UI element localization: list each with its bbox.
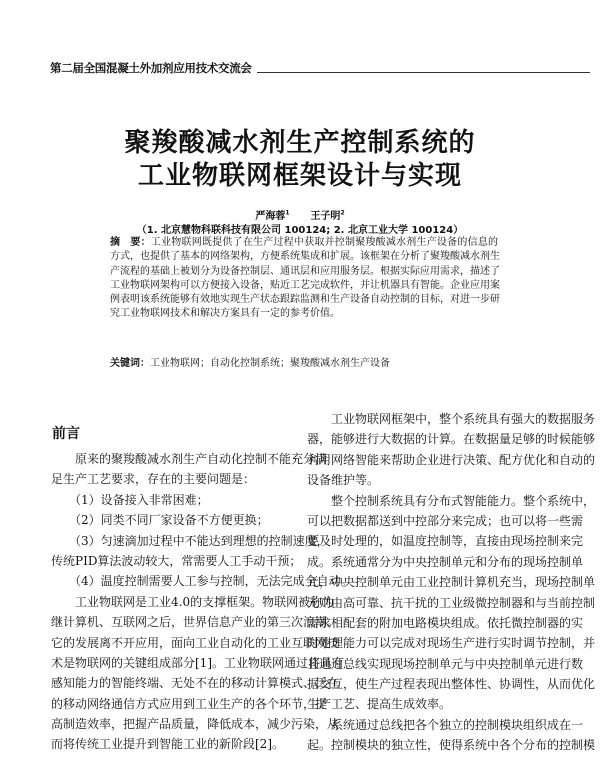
author-1: 严海蓉: [255, 211, 286, 222]
text-line: 据交互，使生产过程表现出整体性、协调性，从而优化: [307, 677, 596, 692]
paper-title-line2: 工业物联网框架设计与实现: [137, 161, 462, 191]
text-line: 而将传统工业提升到智能工业的新阶段[2]。: [51, 737, 284, 752]
abstract: [110, 236, 498, 322]
text-line: 可以把数据都送到中控部分来完成；也可以将一些需: [307, 513, 584, 528]
text-line: 元则由高可靠、抗干扰的工业级微控制器和与当前控制: [307, 595, 596, 610]
text-line: 工业物联网框架中，整个系统具有强大的数据服务: [307, 412, 596, 426]
text-line: 高制造效率，把握产品质量，降低成本，减少污染，从: [51, 717, 340, 732]
text-line: 生产工艺、提高生成效率。: [307, 697, 452, 712]
text-line: 且通过总线实现现场控制单元与中央控制单元进行数: [307, 656, 584, 671]
text-line: 足生产工艺要求，存在的主要问题是：: [51, 472, 256, 487]
abstract-line: 方式，也提供了基本的网络架构，方便系统集成和扩展。该框架在分析了聚羧酸减水剂生: [110, 251, 500, 263]
keywords: [110, 354, 390, 369]
text-line: 成。系统通常分为中央控制单元和分布的现场控制单: [307, 554, 584, 569]
abstract-line: 究工业物联网技术和解决方案具有一定的参考价值。: [110, 308, 340, 320]
text-line: 工业物联网是工业4.0的支撑框架。物联网被称为: [51, 594, 335, 609]
text-line: 起。控制模块的独立性，使得系统中各个分布的控制模: [307, 738, 596, 753]
abstract-line: 例表明该系统能够有效地实现生产状态跟踪监测和生产设备自动控制的目标，对进一步研: [110, 294, 500, 306]
text-line: （2）同类不同厂家设备不方便更换；: [51, 513, 269, 528]
section-heading: 前言: [52, 426, 80, 442]
abstract-text: 工业物联网既提供了在生产过程中获取并控制聚羧酸减水剂生产设备的信息的: [150, 237, 499, 248]
abstract-label: 摘 要：: [110, 237, 151, 248]
text-line: 的移动网络通信方式应用到工业生产的各个环节，提: [51, 696, 328, 711]
text-line: 元，中央控制单元由工业控制计算机充当，现场控制单: [307, 575, 596, 590]
text-line: 它的发展离不开应用，面向工业自动化的工业互联网技: [51, 635, 340, 650]
authors: [0, 207, 600, 222]
right-column: [307, 409, 596, 756]
keywords-text: 工业物联网；自动化控制系统；聚羧酸减水剂生产设备: [150, 358, 390, 369]
text-line: （4）温度控制需要人工参与控制，无法完成全自动。: [51, 574, 353, 589]
text-line: 原来的聚羧酸减水剂生产自动化控制不能充分满: [51, 452, 328, 466]
text-line: 时处理能力可以完成对现场生产进行实时调节控制，并: [307, 636, 596, 651]
affiliations: （1. 北京慧物科联科技有限公司 100124; 2. 北京工业大学 100124）: [136, 225, 464, 236]
text-line: （3）匀速滴加过程中不能达到理想的控制速度，: [51, 533, 329, 548]
text-line: 继计算机、互联网之后，世界信息产业的第三次浪潮。: [51, 615, 340, 630]
keywords-label: 关键词：: [110, 358, 150, 369]
text-line: 术是物联网的关键组成部分[1]。工业物联网通过将具有: [51, 655, 345, 670]
text-line: 感知能力的智能终端、无处不在的移动计算模式、泛在: [51, 676, 340, 691]
abstract-line: 产流程的基础上被划分为设备控制层、通讯层和应用服务层。根据实际应用需求，描述了: [110, 265, 500, 277]
paper-title-line1: 聚羧酸减水剂生产控制系统的: [124, 128, 476, 158]
abstract-line: 工业物联网架构可以方便接入设备，贴近工艺完成软件，并让机器具有智能。企业应用案: [110, 279, 500, 291]
text-line: （1）设备接入非常困难；: [51, 492, 209, 507]
header-rule: [257, 72, 590, 73]
text-line: 传统PID算法波动较大，常需要人工手动干预；: [51, 553, 302, 568]
text-line: 要及时处理的，如温度控制等，直接由现场控制来完: [307, 534, 584, 549]
author-1-affil-mark: 1: [285, 209, 290, 217]
author-2: 王子明: [310, 211, 341, 222]
text-line: 设备维护等。: [307, 473, 380, 488]
conference-header: 第二届全国混凝土外加剂应用技术交流会: [50, 61, 252, 75]
text-line: 需求相配套的附加电路模块组成。依托微控制器的实: [307, 615, 584, 630]
author-2-affil-mark: 2: [340, 209, 345, 217]
text-line: 器，能够进行大数据的计算。在数据量足够的时候能够: [307, 432, 596, 447]
abstract-line: [110, 236, 498, 250]
text-line: 整个控制系统具有分布式智能能力。整个系统中，: [307, 493, 596, 508]
text-line: 系统通过总线把各个独立的控制模块组织成在一: [307, 717, 584, 732]
text-line: 利用网络智能来帮助企业进行决策、配方优化和自动的: [307, 452, 596, 467]
